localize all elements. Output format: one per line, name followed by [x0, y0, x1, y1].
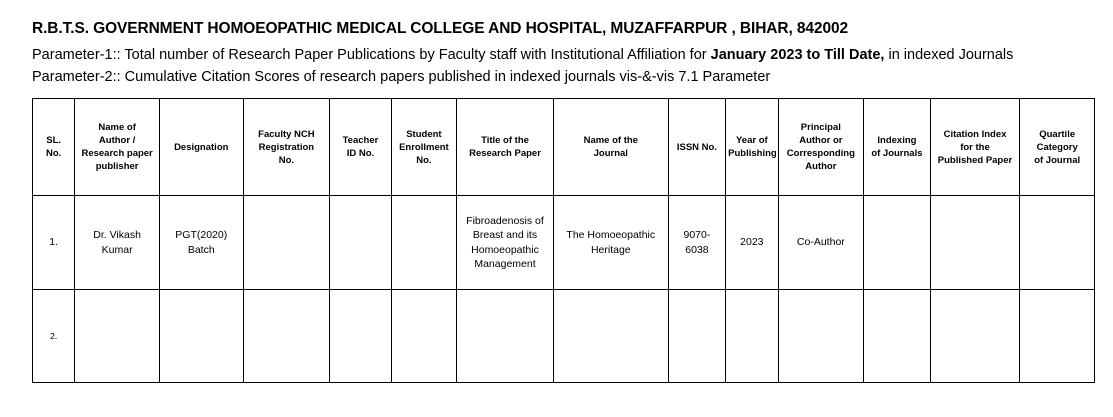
cell-student-enrollment: [391, 290, 456, 383]
cell-paper-title: [457, 290, 554, 383]
cell-quartile: [1020, 196, 1095, 290]
cell-designation: [159, 290, 243, 383]
parameter-1-date-range: January 2023 to Till Date,: [710, 47, 885, 63]
cell-year: 2023: [726, 196, 778, 290]
header-designation: Designation: [159, 99, 243, 196]
parameter-1-suffix: in indexed Journals: [884, 47, 1014, 63]
cell-issn: 9070- 6038: [668, 196, 725, 290]
cell-journal-name: The Homoeopathic Heritage: [553, 196, 668, 290]
publications-table: [32, 98, 1095, 383]
header-journal-name: Name of the Journal: [553, 99, 668, 196]
cell-author-role: Co-Author: [778, 196, 864, 290]
cell-teacher-id: [330, 290, 391, 383]
cell-citation-index: [930, 290, 1020, 383]
cell-author-name: Dr. Vikash Kumar: [75, 196, 160, 290]
cell-year: [726, 290, 778, 383]
header-quartile: Quartile Category of Journal: [1020, 99, 1095, 196]
parameter-1-text: [32, 47, 1013, 63]
header-author-role: Principal Author or Corresponding Author: [778, 99, 864, 196]
parameter-2-text: Parameter-2:: Cumulative Citation Scores of research papers published in indexed journals vis-&-vis 7.1 Parameter: [32, 69, 771, 85]
header-teacher-id: Teacher ID No.: [330, 99, 391, 196]
cell-sl-no: 2.: [33, 290, 75, 383]
header-issn: ISSN No.: [668, 99, 725, 196]
document-title: R.B.T.S. GOVERNMENT HOMOEOPATHIC MEDICAL COLLEGE AND HOSPITAL, MUZAFFARPUR , BIHAR, 842002: [32, 20, 849, 37]
cell-student-enrollment: [391, 196, 456, 290]
header-year: Year of Publishing: [726, 99, 778, 196]
header-sl-no: SL. No.: [33, 99, 75, 196]
header-paper-title: Title of the Research Paper: [457, 99, 554, 196]
header-student-enrollment: Student Enrollment No.: [391, 99, 456, 196]
cell-designation: PGT(2020) Batch: [159, 196, 243, 290]
table-row: [33, 196, 1095, 290]
cell-nch-registration: [243, 290, 330, 383]
cell-paper-title: Fibroadenosis of Breast and its Homoeopathic Management: [457, 196, 554, 290]
parameter-1-prefix: Parameter-1:: Total number of Research Paper Publications by Faculty staff with Institutional Affiliation for: [32, 47, 711, 63]
table-header-row: [33, 99, 1095, 196]
header-indexing: Indexing of Journals: [864, 99, 931, 196]
cell-citation-index: [930, 196, 1020, 290]
cell-nch-registration: [243, 196, 330, 290]
cell-quartile: [1020, 290, 1095, 383]
cell-sl-no: 1.: [33, 196, 75, 290]
cell-issn: [668, 290, 725, 383]
table-row: [33, 290, 1095, 383]
cell-teacher-id: [330, 196, 391, 290]
cell-author-role: [778, 290, 864, 383]
cell-journal-name: [553, 290, 668, 383]
cell-author-name: [75, 290, 160, 383]
cell-indexing: [864, 196, 931, 290]
header-nch-registration: Faculty NCH Registration No.: [243, 99, 330, 196]
cell-indexing: [864, 290, 931, 383]
header-author-name: Name of Author / Research paper publisher: [75, 99, 160, 196]
header-citation-index: Citation Index for the Published Paper: [930, 99, 1020, 196]
